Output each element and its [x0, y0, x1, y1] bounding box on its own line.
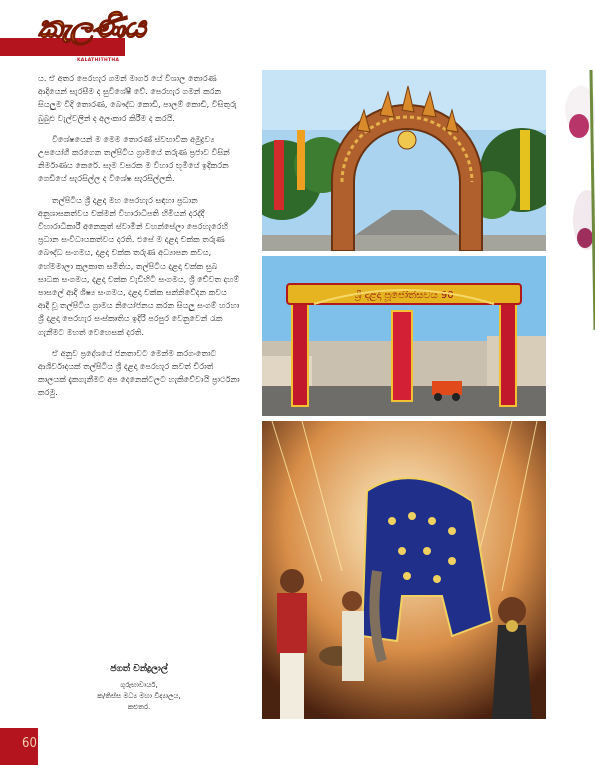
article-body	[38, 72, 240, 408]
photo-festival-gateway	[262, 256, 546, 416]
article-paragraph-3: තල්පිටිය ශ්‍රී දළදා මහ පෙරහැර සඳහා ප්‍රධාන අනුශාසකත්වය චක්මන් විහාරාධිපති හිමියන් දරද්දී විහාරාධිකාරී අනෙකුත් ස්වාමීන් වහන්සේලා පෙරහැරෙහි ප්‍රධාන සංවිධායකත්වය දරති. එසේ ම දළදා චක්ක තරුණ බෞද්ධ සංගමය, දළදා චක්ක තරුණ අධ්‍යාපන කවය, හේමමාලා කුලකාත සමිතිය, තල්පිටිය දළදා චක්ක සුබ සාධක සංගමය, දළදා චක්ක වැඩිහිටි සංගමය, ශ්‍රී චේවත දහම් පාසලේ ආදි ශිෂ්‍ය සංගමය, දළදා චක්ක සන්නිවේදන කවය ආදී වූ තල්පිටිය ග්‍රාමය නියෝජනය කරන සියලු සංගම් හරහා ශ්‍රී දළදා පෙරහැර සංස්කෘතිය ඉදිරි පරපුර වෙනුවෙන් රැක ගැනීමට මහත් වෙහෙසක් දරති.	[38, 194, 240, 337]
gateway-photo-illustration	[262, 256, 546, 416]
masthead-logo: කැලණිය	[38, 10, 145, 45]
photo-decorated-arch	[262, 70, 546, 251]
page-number-tab	[0, 728, 38, 765]
arch-photo-illustration	[262, 70, 546, 251]
author-name: ජගත් චන්ද්‍රලාල්	[110, 664, 168, 674]
author-role-1: ගුරුභාවාර්ය,	[120, 681, 158, 689]
edge-flower-decoration	[551, 70, 595, 330]
author-role-2: ක/තිස්ස මධ්‍ය මහා විද්‍යාලය,	[97, 692, 181, 700]
masthead-subtitle: KALATHITHTHA	[77, 58, 120, 63]
page-number: 60	[22, 736, 37, 751]
article-paragraph-2: විශේෂයෙන් ම මෙම තොරණ් ස්වභාවික අමුද්‍රව්‍ය උපයෝගී කරගෙන තල්පිටිය ග්‍රාමයේ තරුණ ප්‍රජාව විසින් නිර්මාණය කෙරේ. සෑම වසරක ම විහාර භූමියේ ඉදිකරන ගෙඩියේ සැරසිල්ල ද විශේෂ සැරසිල්ලකි.	[38, 133, 230, 184]
flower-illustration	[551, 70, 595, 330]
perahera-photo-illustration	[262, 421, 546, 719]
gateway-banner-text: ශ්‍රී දළදා පූජෝත්සවය 90	[354, 290, 454, 301]
author-role-3: කළුතර.	[127, 703, 151, 711]
article-paragraph-4: ඒ අනුව ප්‍රදේශයේ ජනතාවට මෙන්ම කරගංතොට ආශිර්වාදයක් තල්පිටිය ශ්‍රී දළදා පෙරහැර කවත් චිරාත් කාලයක් දැකගැනීමට අප දෙනෙක්ටලට හැකිවේවායි ප්‍රාර්ථනා කරමු.	[38, 347, 240, 398]
magazine-masthead	[0, 8, 145, 63]
photo-perahera-elephant	[262, 421, 546, 719]
author-byline	[38, 664, 240, 713]
article-paragraph-1: ය. ඒ අතර පෙරහැර ගමන් මාර්ග යේ විශාල තොරණ ආදියෙන් සැරසීම ද සුවිශේෂී වේ. පෙරහැර ගමන් කරන සියලුම වීදි තොරණ, බෞද්ධ කොඩි, පාලම් කොඩි, විසිතුරු බුබුළු වැල්වලින් ද අලංකාර කිරීම ද කරයි.	[38, 73, 237, 123]
